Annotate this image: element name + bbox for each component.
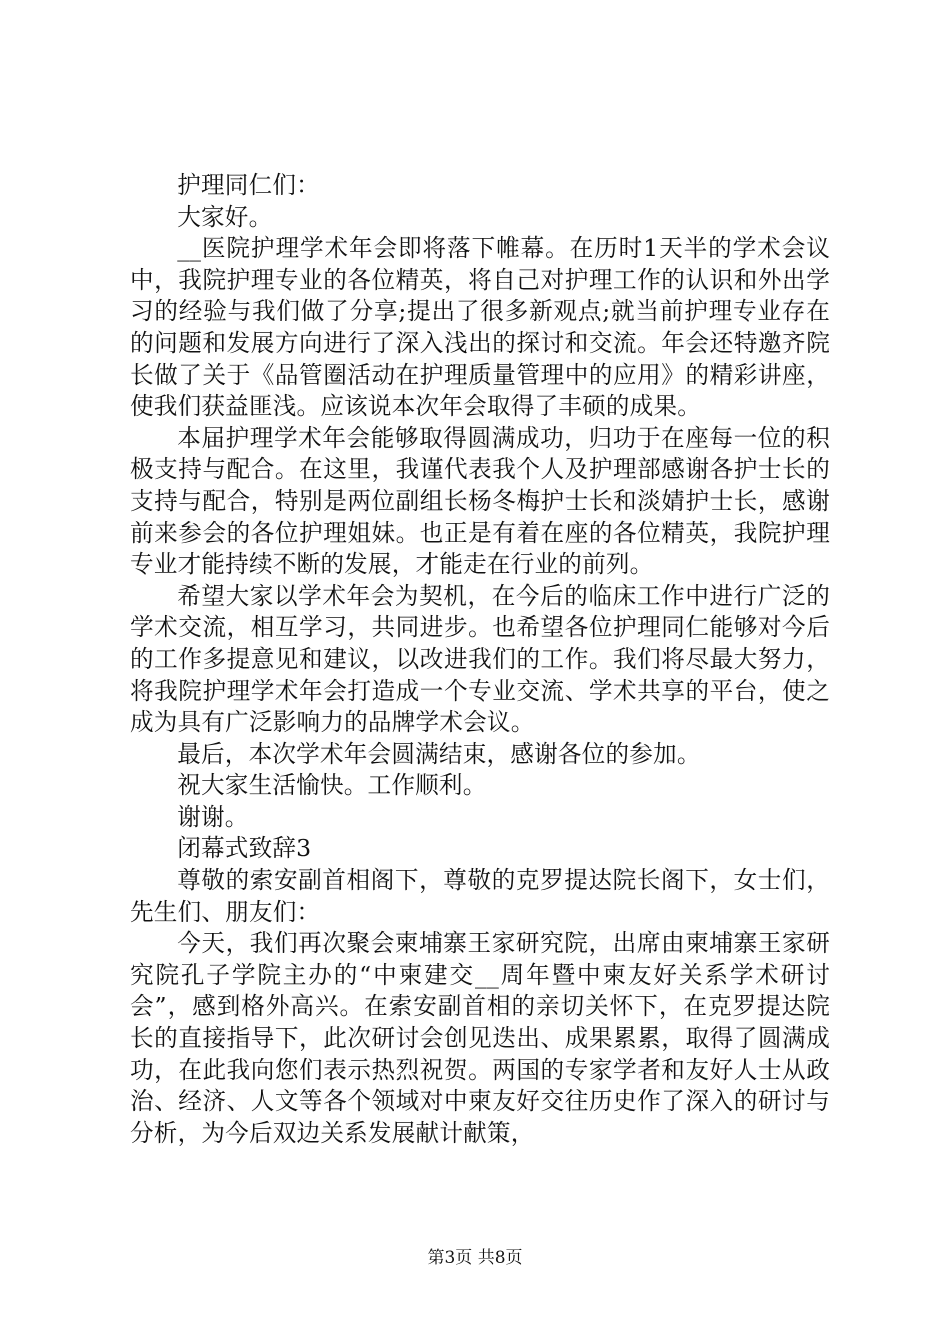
page-footer [0, 1248, 950, 1268]
paragraph-closing: 最后，本次学术年会圆满结束，感谢各位的参加。 [177, 739, 701, 768]
greeting: 大家好。 [177, 202, 273, 231]
salutation: 护理同仁们： [177, 171, 320, 199]
section-heading: 闭幕式致辞3 [177, 834, 312, 863]
paragraph-hope: 希望大家以学术年会为契机，在今后的临床工作中进行广泛的学术交流，相互学习，共同进步。也希望各位护理同仁能够对今后的工作多提意见和建议，以改进我们的工作。我们将尽最大努力，将我院护理学术年会打造成一个专业交流、学术共享的平台，使之成为具有广泛影响力的品牌学术会议。 [130, 581, 830, 737]
paragraph-conference-summary: __医院护理学术年会即将落下帷幕。在历时1天半的学术会议中，我院护理专业的各位精英，将自己对护理工作的认识和外出学习的经验与我们做了分享;提出了很多新观点;就当前护理专业存在的问题和发展方向进行了深入浅出的探讨和交流。年会还特邀齐院长做了关于《品管圈活动在护理质量管理中的应用》的精彩讲座，使我们获益匪浅。应该说本次年会取得了丰硕的成果。 [130, 234, 830, 421]
paragraph-thank-you: 谢谢。 [177, 802, 249, 831]
paragraph-wishes: 祝大家生活愉快。工作顺利。 [177, 771, 487, 800]
paragraph-seminar: 今天，我们再次聚会柬埔寨王家研究院，出席由柬埔寨王家研究院孔子学院主办的“中柬建交__周年暨中柬友好关系学术研讨会”，感到格外高兴。在索安副首相的亲切关怀下，在克罗提达院长的直接指导下，此次研讨会创见迭出、成果累累，取得了圆满成功，在此我向您们表示热烈祝贺。两国的专家学者和友好人士从政治、经济、人文等各个领域对中柬友好交往历史作了深入的研讨与分析，为今后双边关系发展献计献策， [130, 929, 830, 1147]
paragraph-thanks: 本届护理学术年会能够取得圆满成功，归功于在座每一位的积极支持与配合。在这里，我谨代表我个人及护理部感谢各护士长的支持与配合，特别是两位副组长杨冬梅护士长和淡婧护士长，感谢前来参会的各位护理姐妹。也正是有着在座的各位精英，我院护理专业才能持续不断的发展，才能走在行业的前列。 [130, 423, 830, 579]
page-number: 第3页 共8页 [427, 1248, 523, 1268]
document-body [130, 170, 830, 1149]
salutation-2: 尊敬的索安副首相阁下，尊敬的克罗提达院长阁下，女士们，先生们、朋友们： [130, 866, 830, 926]
